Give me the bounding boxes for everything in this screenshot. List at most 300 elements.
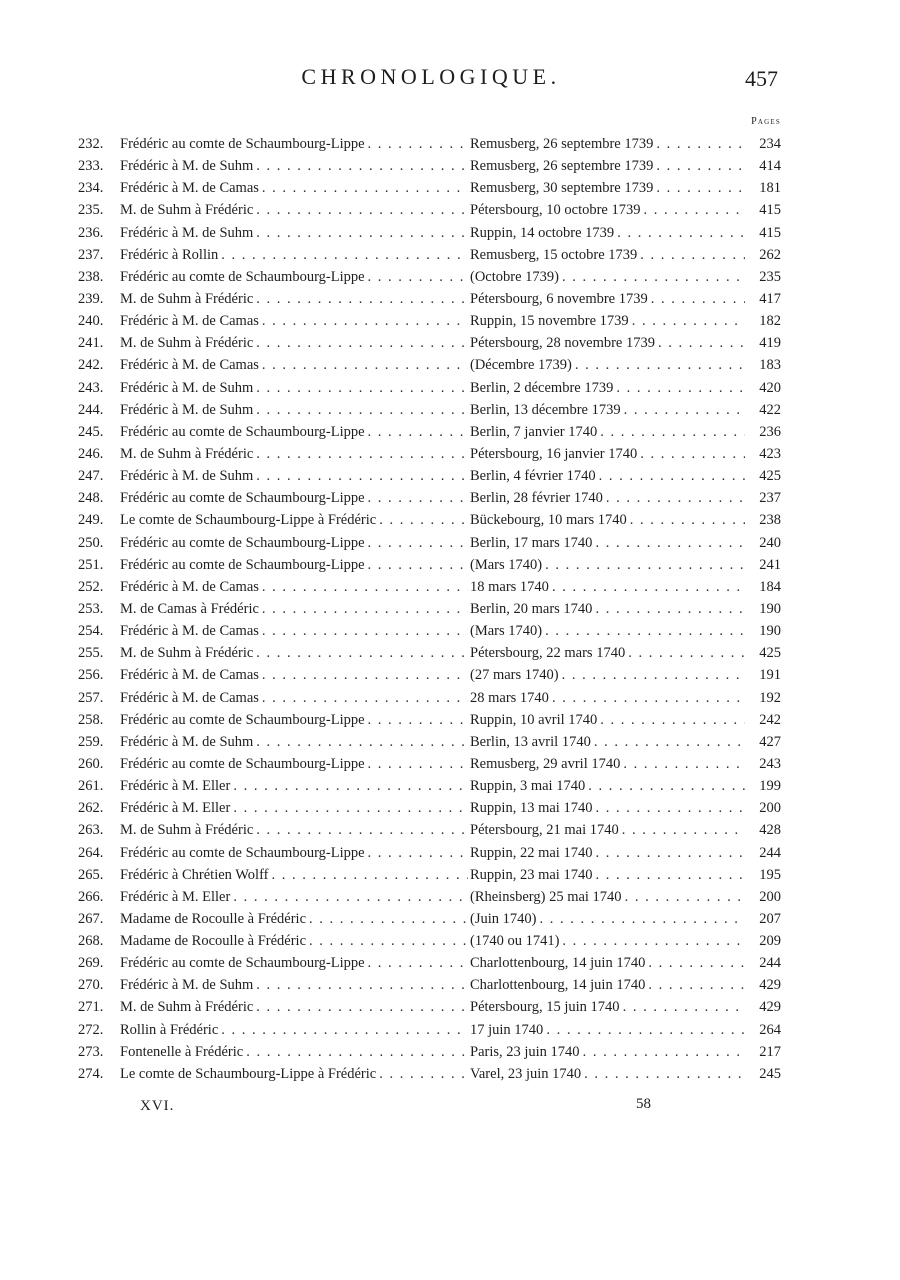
- entry-place-date: [470, 399, 745, 421]
- entry-letter: [120, 952, 468, 974]
- entry-place-date-text: Pétersbourg, 6 novembre 1739: [470, 288, 651, 310]
- entry-place-date-text: (Octobre 1739): [470, 266, 562, 288]
- dot-leader: [552, 576, 745, 598]
- list-item: [78, 687, 781, 709]
- dot-leader: [379, 509, 468, 531]
- entry-number: 255.: [78, 645, 104, 662]
- entry-page: 417: [759, 290, 781, 307]
- entry-page: 427: [759, 733, 781, 750]
- dot-leader: [368, 952, 468, 974]
- entry-number: 254.: [78, 623, 104, 640]
- entry-place-date-text: Varel, 23 juin 1740: [470, 1063, 584, 1085]
- list-item: [78, 133, 781, 155]
- list-item: [78, 310, 781, 332]
- entry-letter: [120, 753, 468, 775]
- entry-page: 264: [759, 1021, 781, 1038]
- list-item: [78, 864, 781, 886]
- entry-place-date: [470, 775, 745, 797]
- entry-place-date-text: Pétersbourg, 22 mars 1740: [470, 642, 628, 664]
- dot-leader: [256, 465, 468, 487]
- dot-leader: [233, 886, 468, 908]
- entry-letter: [120, 886, 468, 908]
- list-item: [78, 465, 781, 487]
- list-item: [78, 753, 781, 775]
- list-item: [78, 532, 781, 554]
- dot-leader: [595, 842, 745, 864]
- entry-place-date: [470, 266, 745, 288]
- entry-letter-text: Frédéric au comte de Schaumbourg-Lippe: [120, 532, 368, 554]
- list-item: [78, 354, 781, 376]
- entry-place-date: [470, 709, 745, 731]
- dot-leader: [599, 465, 745, 487]
- dot-leader: [262, 620, 468, 642]
- entry-letter: [120, 687, 468, 709]
- entry-page: 209: [759, 933, 781, 950]
- dot-leader: [656, 177, 745, 199]
- entry-number: 259.: [78, 733, 104, 750]
- entry-number: 237.: [78, 246, 104, 263]
- entry-place-date-text: (Mars 1740): [470, 554, 545, 576]
- list-item: [78, 377, 781, 399]
- dot-leader: [595, 797, 745, 819]
- entry-place-date-text: Berlin, 17 mars 1740: [470, 532, 595, 554]
- list-item: [78, 775, 781, 797]
- dot-leader: [256, 332, 468, 354]
- entry-letter-text: Rollin à Frédéric: [120, 1019, 221, 1041]
- entry-letter: [120, 731, 468, 753]
- list-item: [78, 1019, 781, 1041]
- dot-leader: [221, 1019, 468, 1041]
- entry-place-date: [470, 819, 745, 841]
- entry-place-date-text: Berlin, 28 février 1740: [470, 487, 606, 509]
- entry-letter-text: Frédéric à M. de Camas: [120, 687, 262, 709]
- entry-letter: [120, 554, 468, 576]
- entry-page: 415: [759, 224, 781, 241]
- entry-place-date-text: 18 mars 1740: [470, 576, 552, 598]
- entry-letter-text: M. de Camas à Frédéric: [120, 598, 262, 620]
- list-item: [78, 554, 781, 576]
- entry-number: 274.: [78, 1065, 104, 1082]
- entry-letter-text: Frédéric à M. de Suhm: [120, 399, 256, 421]
- entry-number: 242.: [78, 357, 104, 374]
- entry-letter: [120, 775, 468, 797]
- entry-number: 273.: [78, 1043, 104, 1060]
- entry-letter: [120, 1019, 468, 1041]
- dot-leader: [625, 886, 745, 908]
- entry-letter: [120, 620, 468, 642]
- entry-page: 429: [759, 977, 781, 994]
- entry-letter: [120, 819, 468, 841]
- entry-page: 199: [759, 778, 781, 795]
- entry-letter-text: Frédéric à M. de Camas: [120, 576, 262, 598]
- entry-place-date: [470, 487, 745, 509]
- entry-place-date-text: Ruppin, 22 mai 1740: [470, 842, 595, 864]
- entry-page: 423: [759, 445, 781, 462]
- dot-leader: [368, 842, 468, 864]
- entry-page: 242: [759, 711, 781, 728]
- entry-letter: [120, 177, 468, 199]
- entry-place-date-text: Remusberg, 30 septembre 1739: [470, 177, 656, 199]
- dot-leader: [309, 908, 468, 930]
- dot-leader: [256, 996, 468, 1018]
- dot-leader: [256, 974, 468, 996]
- dot-leader: [632, 310, 745, 332]
- entry-place-date: [470, 753, 745, 775]
- entry-letter-text: Frédéric à M. de Suhm: [120, 465, 256, 487]
- list-item: [78, 576, 781, 598]
- entry-number: 264.: [78, 844, 104, 861]
- dot-leader: [584, 1063, 745, 1085]
- entry-letter: [120, 288, 468, 310]
- list-item: [78, 797, 781, 819]
- entry-place-date: [470, 244, 745, 266]
- entry-letter-text: Frédéric au comte de Schaumbourg-Lippe: [120, 421, 368, 443]
- entry-place-date-text: (Juin 1740): [470, 908, 539, 930]
- dot-leader: [552, 687, 745, 709]
- entry-place-date: [470, 354, 745, 376]
- entry-letter: [120, 443, 468, 465]
- list-item: [78, 509, 781, 531]
- entry-number: 241.: [78, 335, 104, 352]
- entry-letter-text: Frédéric au comte de Schaumbourg-Lippe: [120, 952, 368, 974]
- dot-leader: [262, 354, 468, 376]
- entry-number: 248.: [78, 490, 104, 507]
- entry-place-date: [470, 332, 745, 354]
- list-item: [78, 886, 781, 908]
- entry-letter: [120, 421, 468, 443]
- entry-place-date: [470, 1019, 745, 1041]
- dot-leader: [588, 775, 745, 797]
- entry-place-date: [470, 598, 745, 620]
- dot-leader: [233, 797, 468, 819]
- dot-leader: [600, 421, 745, 443]
- dot-leader: [648, 974, 745, 996]
- entry-place-date-text: Ruppin, 10 avril 1740: [470, 709, 600, 731]
- dot-leader: [630, 509, 745, 531]
- dot-leader: [256, 288, 468, 310]
- dot-leader: [545, 554, 745, 576]
- dot-leader: [622, 819, 745, 841]
- dot-leader: [256, 199, 468, 221]
- dot-leader: [262, 687, 468, 709]
- entry-place-date-text: Berlin, 13 avril 1740: [470, 731, 594, 753]
- entry-place-date: [470, 620, 745, 642]
- entry-number: 260.: [78, 755, 104, 772]
- entry-number: 271.: [78, 999, 104, 1016]
- entry-letter-text: Madame de Rocoulle à Frédéric: [120, 908, 309, 930]
- entry-place-date-text: Ruppin, 3 mai 1740: [470, 775, 588, 797]
- entry-letter-text: Frédéric au comte de Schaumbourg-Lippe: [120, 753, 368, 775]
- entry-place-date-text: Remusberg, 29 avril 1740: [470, 753, 623, 775]
- entry-place-date-text: Ruppin, 15 novembre 1739: [470, 310, 632, 332]
- entry-letter-text: Frédéric au comte de Schaumbourg-Lippe: [120, 554, 368, 576]
- dot-leader: [262, 576, 468, 598]
- list-item: [78, 177, 781, 199]
- entry-letter: [120, 1041, 468, 1063]
- list-item: [78, 155, 781, 177]
- entry-number: 243.: [78, 379, 104, 396]
- entry-number: 247.: [78, 468, 104, 485]
- dot-leader: [616, 377, 745, 399]
- entry-letter: [120, 310, 468, 332]
- list-item: [78, 332, 781, 354]
- list-item: [78, 996, 781, 1018]
- entry-letter-text: Frédéric à M. de Suhm: [120, 731, 256, 753]
- entry-place-date-text: Ruppin, 14 octobre 1739: [470, 222, 617, 244]
- entry-page: 419: [759, 335, 781, 352]
- entry-place-date: [470, 952, 745, 974]
- entry-letter-text: Frédéric à M. de Camas: [120, 177, 262, 199]
- entry-number: 238.: [78, 268, 104, 285]
- dot-leader: [256, 399, 468, 421]
- entry-letter: [120, 930, 468, 952]
- entry-place-date: [470, 310, 745, 332]
- entry-letter: [120, 642, 468, 664]
- dot-leader: [628, 642, 745, 664]
- entry-place-date-text: Pétersbourg, 21 mai 1740: [470, 819, 622, 841]
- entry-letter-text: Madame de Rocoulle à Frédéric: [120, 930, 309, 952]
- dot-leader: [595, 598, 745, 620]
- dot-leader: [545, 620, 745, 642]
- entry-letter: [120, 598, 468, 620]
- entry-letter: [120, 377, 468, 399]
- entry-page: 415: [759, 202, 781, 219]
- entry-page: 190: [759, 600, 781, 617]
- entry-number: 263.: [78, 822, 104, 839]
- entry-place-date-text: 28 mars 1740: [470, 687, 552, 709]
- entry-page: 190: [759, 623, 781, 640]
- entry-place-date-text: Paris, 23 juin 1740: [470, 1041, 583, 1063]
- entry-page: 245: [759, 1065, 781, 1082]
- entry-letter-text: M. de Suhm à Frédéric: [120, 642, 256, 664]
- pages-column-header: Pages: [751, 116, 781, 127]
- entry-place-date-text: Berlin, 2 décembre 1739: [470, 377, 616, 399]
- entry-place-date: [470, 288, 745, 310]
- dot-leader: [368, 487, 468, 509]
- list-item: [78, 731, 781, 753]
- entry-place-date-text: Ruppin, 13 mai 1740: [470, 797, 595, 819]
- entry-letter: [120, 797, 468, 819]
- dot-leader: [643, 199, 745, 221]
- entry-place-date: [470, 222, 745, 244]
- entry-letter-text: Frédéric à M. de Suhm: [120, 974, 256, 996]
- dot-leader: [575, 354, 745, 376]
- dot-leader: [624, 399, 745, 421]
- entry-place-date: [470, 443, 745, 465]
- entry-place-date: [470, 930, 745, 952]
- list-item: [78, 244, 781, 266]
- list-item: [78, 952, 781, 974]
- entry-number: 246.: [78, 445, 104, 462]
- entry-letter-text: M. de Suhm à Frédéric: [120, 819, 256, 841]
- entry-letter: [120, 332, 468, 354]
- entry-page: 235: [759, 268, 781, 285]
- entry-place-date-text: Berlin, 13 décembre 1739: [470, 399, 624, 421]
- entry-number: 261.: [78, 778, 104, 795]
- dot-leader: [562, 266, 745, 288]
- entry-page: 192: [759, 689, 781, 706]
- dot-leader: [368, 554, 468, 576]
- entry-number: 253.: [78, 600, 104, 617]
- dot-leader: [262, 664, 468, 686]
- list-item: [78, 598, 781, 620]
- entry-place-date-text: Charlottenbourg, 14 juin 1740: [470, 952, 648, 974]
- entry-number: 272.: [78, 1021, 104, 1038]
- entry-place-date-text: (1740 ou 1741): [470, 930, 562, 952]
- entry-place-date-text: Remusberg, 26 septembre 1739: [470, 133, 656, 155]
- entry-number: 239.: [78, 290, 104, 307]
- entry-page: 425: [759, 468, 781, 485]
- entry-letter: [120, 709, 468, 731]
- entry-place-date: [470, 177, 745, 199]
- entry-place-date-text: Berlin, 20 mars 1740: [470, 598, 595, 620]
- dot-leader: [233, 775, 468, 797]
- entry-place-date-text: Pétersbourg, 15 juin 1740: [470, 996, 623, 1018]
- entry-letter: [120, 1063, 468, 1085]
- dot-leader: [594, 731, 745, 753]
- dot-leader: [640, 244, 745, 266]
- entry-letter-text: Frédéric à M. de Camas: [120, 664, 262, 686]
- entry-letter-text: Le comte de Schaumbourg-Lippe à Frédéric: [120, 1063, 379, 1085]
- entry-letter-text: M. de Suhm à Frédéric: [120, 332, 256, 354]
- dot-leader: [600, 709, 745, 731]
- entry-page: 236: [759, 423, 781, 440]
- dot-leader: [583, 1041, 745, 1063]
- entry-number: 252.: [78, 578, 104, 595]
- entry-place-date: [470, 509, 745, 531]
- entry-number: 232.: [78, 136, 104, 152]
- entry-number: 270.: [78, 977, 104, 994]
- dot-leader: [256, 443, 468, 465]
- entry-place-date-text: (Décembre 1739): [470, 354, 575, 376]
- entry-place-date: [470, 576, 745, 598]
- entry-place-date: [470, 377, 745, 399]
- entry-place-date: [470, 155, 745, 177]
- entry-number: 236.: [78, 224, 104, 241]
- dot-leader: [606, 487, 745, 509]
- entry-letter: [120, 354, 468, 376]
- entry-page: 241: [759, 556, 781, 573]
- entry-place-date: [470, 642, 745, 664]
- dot-leader: [221, 244, 468, 266]
- entry-letter-text: Le comte de Schaumbourg-Lippe à Frédéric: [120, 509, 379, 531]
- list-item: [78, 930, 781, 952]
- entry-page: 182: [759, 313, 781, 330]
- entry-letter-text: Frédéric au comte de Schaumbourg-Lippe: [120, 842, 368, 864]
- dot-leader: [648, 952, 745, 974]
- entry-page: 240: [759, 534, 781, 551]
- entry-letter-text: Frédéric au comte de Schaumbourg-Lippe: [120, 709, 368, 731]
- entry-letter-text: Frédéric à M. de Camas: [120, 310, 262, 332]
- list-item: [78, 620, 781, 642]
- entry-page: 234: [759, 136, 781, 152]
- entry-place-date: [470, 886, 745, 908]
- list-item: [78, 487, 781, 509]
- entry-place-date: [470, 465, 745, 487]
- entry-number: 258.: [78, 711, 104, 728]
- entry-place-date-text: Bückebourg, 10 mars 1740: [470, 509, 630, 531]
- entry-letter: [120, 908, 468, 930]
- entry-place-date-text: Pétersbourg, 28 novembre 1739: [470, 332, 658, 354]
- entry-number: 235.: [78, 202, 104, 219]
- entry-letter: [120, 996, 468, 1018]
- dot-leader: [368, 421, 468, 443]
- entry-number: 250.: [78, 534, 104, 551]
- entry-place-date: [470, 133, 745, 155]
- entry-place-date-text: 17 juin 1740: [470, 1019, 546, 1041]
- list-item: [78, 288, 781, 310]
- entry-page: 191: [759, 667, 781, 684]
- entry-letter: [120, 133, 468, 155]
- entry-number: 233.: [78, 158, 104, 175]
- entry-letter: [120, 222, 468, 244]
- dot-leader: [623, 753, 745, 775]
- page-number: 457: [745, 66, 778, 91]
- entry-letter: [120, 532, 468, 554]
- dot-leader: [368, 709, 468, 731]
- entry-letter-text: M. de Suhm à Frédéric: [120, 996, 256, 1018]
- entry-letter: [120, 199, 468, 221]
- entry-page: 217: [759, 1043, 781, 1060]
- entry-letter-text: Frédéric à M. de Camas: [120, 354, 262, 376]
- entry-page: 181: [759, 180, 781, 197]
- entry-letter: [120, 576, 468, 598]
- dot-leader: [539, 908, 745, 930]
- entry-letter: [120, 487, 468, 509]
- entry-letter-text: Frédéric au comte de Schaumbourg-Lippe: [120, 487, 368, 509]
- entry-place-date-text: (Mars 1740): [470, 620, 545, 642]
- entry-page: 200: [759, 800, 781, 817]
- entry-place-date: [470, 864, 745, 886]
- entry-number: 251.: [78, 556, 104, 573]
- entry-place-date: [470, 797, 745, 819]
- entry-number: 257.: [78, 689, 104, 706]
- entry-letter: [120, 244, 468, 266]
- entry-place-date: [470, 687, 745, 709]
- entry-letter-text: M. de Suhm à Frédéric: [120, 443, 256, 465]
- entry-number: 234.: [78, 180, 104, 197]
- list-item: [78, 421, 781, 443]
- entry-place-date: [470, 908, 745, 930]
- dot-leader: [262, 310, 468, 332]
- entry-letter-text: Frédéric au comte de Schaumbourg-Lippe: [120, 266, 368, 288]
- dot-leader: [256, 731, 468, 753]
- list-item: [78, 819, 781, 841]
- dot-leader: [562, 664, 745, 686]
- entry-place-date: [470, 421, 745, 443]
- entry-letter-text: M. de Suhm à Frédéric: [120, 288, 256, 310]
- page-title: CHRONOLOGIQUE.: [301, 64, 561, 89]
- entry-number: 245.: [78, 423, 104, 440]
- entry-place-date-text: (Rheinsberg) 25 mai 1740: [470, 886, 625, 908]
- entry-place-date: [470, 996, 745, 1018]
- entry-letter: [120, 266, 468, 288]
- entry-letter-text: Fontenelle à Frédéric: [120, 1041, 246, 1063]
- entry-place-date: [470, 974, 745, 996]
- entry-place-date-text: Remusberg, 26 septembre 1739: [470, 155, 656, 177]
- entry-place-date: [470, 1041, 745, 1063]
- entry-page: 244: [759, 844, 781, 861]
- entry-place-date-text: Berlin, 4 février 1740: [470, 465, 599, 487]
- entry-page: 238: [759, 512, 781, 529]
- list-item: [78, 974, 781, 996]
- entry-number: 266.: [78, 888, 104, 905]
- list-item: [78, 908, 781, 930]
- entry-page: 244: [759, 955, 781, 972]
- entry-number: 269.: [78, 955, 104, 972]
- entry-place-date: [470, 664, 745, 686]
- entry-page: 414: [759, 158, 781, 175]
